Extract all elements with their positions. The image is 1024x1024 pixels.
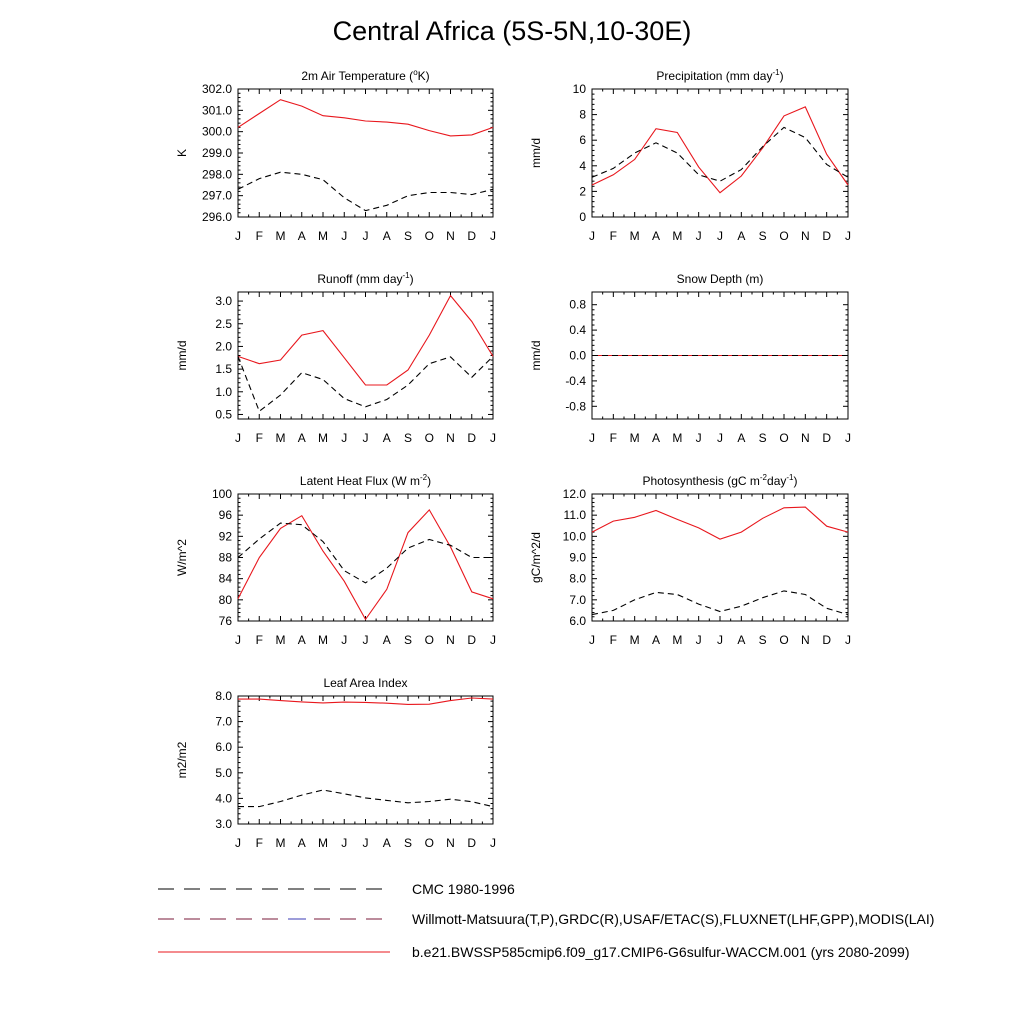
y-axis-label: K — [175, 148, 189, 158]
y-axis-label: W/m^2 — [175, 539, 189, 576]
x-tick-label: A — [737, 431, 746, 445]
x-tick-label: F — [609, 431, 618, 445]
x-tick-label: A — [737, 229, 746, 243]
panel-title-text: Runoff (mm day — [317, 272, 403, 286]
x-tick-label: N — [446, 633, 455, 647]
x-tick-label: J — [695, 633, 702, 647]
legend-label: Willmott-Matsuura(T,P),GRDC(R),USAF/ETAC(S),FLUXNET(LHF,GPP),MODIS(LAI) — [412, 911, 935, 927]
legend-line-dashed-mixed — [158, 909, 398, 931]
y-tick-label: 299.0 — [201, 146, 232, 160]
panel-title-superscript: o — [413, 68, 418, 77]
x-tick-label: J — [362, 633, 369, 647]
x-tick-label: J — [235, 836, 241, 850]
panel-title-superscript: -1 — [786, 473, 794, 482]
y-tick-label: 6.0 — [215, 740, 232, 755]
x-tick-label: F — [255, 431, 263, 445]
x-tick-label: J — [235, 229, 241, 243]
x-tick-label: N — [800, 633, 810, 647]
y-tick-label: 80 — [218, 592, 232, 607]
y-tick-label: 8.0 — [569, 571, 586, 586]
panel-title-tail: ) — [793, 474, 798, 488]
panel-title-superscript: -1 — [772, 68, 780, 77]
x-tick-label: M — [318, 431, 328, 445]
chart-panel-snow — [529, 272, 851, 445]
x-tick-label: J — [341, 633, 348, 647]
y-tick-label: 100 — [211, 487, 232, 501]
y-tick-label: 3.0 — [215, 817, 232, 831]
y-axis-label: mm/d — [529, 340, 543, 371]
x-tick-label: D — [467, 431, 477, 445]
y-tick-label: 5.0 — [215, 765, 232, 780]
panel-title — [656, 68, 783, 83]
series-line-obs — [592, 591, 848, 615]
series-line-model — [238, 296, 493, 385]
legend-item-model — [158, 942, 1008, 964]
panel-title-superscript: -2 — [419, 473, 428, 482]
y-axis-label: mm/d — [175, 340, 189, 371]
panel-title-tail: K) — [417, 69, 430, 83]
y-tick-label: 0 — [579, 210, 586, 224]
y-tick-label: 300.0 — [201, 124, 232, 139]
x-tick-label: J — [845, 431, 851, 445]
y-tick-label: 0.8 — [569, 297, 586, 312]
plot-frame — [238, 292, 493, 419]
panel-title-text: Snow Depth (m) — [676, 272, 764, 286]
legend-line-dashed — [158, 879, 398, 901]
x-tick-label: M — [672, 229, 683, 243]
x-tick-label: J — [717, 431, 723, 445]
y-tick-label: 0.5 — [215, 407, 232, 422]
x-tick-label: J — [362, 836, 369, 850]
panel-title-text: Photosynthesis (gC m — [642, 474, 760, 488]
series-line-model — [592, 507, 848, 539]
panel-title — [301, 68, 429, 83]
y-tick-label: 2 — [579, 184, 586, 199]
plot-frame — [238, 696, 493, 824]
panel-title-superscript: -2 — [759, 473, 768, 482]
x-tick-label: O — [424, 431, 434, 445]
x-tick-label: O — [779, 229, 789, 243]
x-tick-label: D — [467, 836, 477, 850]
x-tick-label: O — [779, 431, 789, 445]
panel-title-tail: ) — [409, 272, 414, 286]
legend-item-obs — [158, 909, 1008, 931]
x-tick-label: J — [341, 431, 348, 445]
x-tick-label: O — [424, 633, 434, 647]
x-tick-label: A — [297, 633, 306, 647]
page-title: Central Africa (5S-5N,10-30E) — [332, 16, 692, 46]
x-tick-label: J — [490, 431, 496, 445]
panel-title-text: Leaf Area Index — [323, 676, 408, 690]
x-tick-label: O — [424, 836, 434, 850]
panel-title-text: Precipitation (mm day — [656, 69, 773, 83]
x-tick-label: M — [275, 431, 286, 445]
y-tick-label: 1.5 — [215, 362, 232, 377]
x-tick-label: S — [758, 229, 767, 243]
y-tick-label: 2.5 — [215, 316, 232, 331]
x-tick-label: N — [446, 229, 455, 243]
chart-panel-runoff — [175, 271, 496, 445]
y-tick-label: 12.0 — [562, 487, 586, 501]
y-tick-label: 84 — [218, 571, 232, 586]
x-tick-label: O — [779, 633, 789, 647]
y-tick-label: 1.0 — [215, 384, 232, 399]
y-tick-label: 76 — [218, 614, 232, 628]
x-tick-label: J — [362, 229, 369, 243]
x-tick-label: S — [403, 836, 413, 850]
x-tick-label: M — [318, 633, 328, 647]
x-tick-label: J — [695, 431, 702, 445]
x-tick-label: N — [800, 431, 810, 445]
x-tick-label: J — [341, 229, 348, 243]
y-tick-label: 7.0 — [569, 592, 586, 607]
x-tick-label: F — [255, 836, 263, 850]
series-line-model — [238, 100, 493, 136]
panel-title-tail: ) — [779, 69, 784, 83]
panel-title-text: Latent Heat Flux (W m — [299, 474, 420, 488]
x-tick-label: A — [297, 431, 306, 445]
x-tick-label: A — [382, 431, 391, 445]
series-line-obs — [238, 790, 493, 807]
x-tick-label: J — [490, 836, 496, 850]
panel-title-superscript: -1 — [402, 271, 410, 280]
y-tick-label: 297.0 — [201, 188, 232, 203]
x-tick-label: A — [737, 633, 746, 647]
x-tick-label: J — [845, 229, 851, 243]
x-tick-label: D — [467, 633, 477, 647]
panel-title-text: 2m Air Temperature ( — [301, 69, 414, 83]
x-tick-label: F — [609, 229, 618, 243]
x-tick-label: S — [758, 431, 767, 445]
legend-label: CMC 1980-1996 — [412, 881, 515, 897]
y-tick-label: 298.0 — [201, 167, 232, 182]
x-tick-label: A — [651, 431, 661, 445]
chart-panel-gpp — [529, 473, 851, 647]
panel-title — [317, 271, 413, 286]
panel-title-tail: day — [767, 474, 787, 488]
y-tick-label: 11.0 — [563, 508, 586, 523]
x-tick-label: M — [275, 633, 286, 647]
x-tick-label: M — [672, 431, 683, 445]
x-tick-label: S — [403, 633, 413, 647]
y-tick-label: 3.0 — [215, 294, 232, 309]
x-tick-label: A — [382, 836, 391, 850]
x-tick-label: M — [629, 633, 640, 647]
series-line-obs — [592, 127, 848, 181]
y-tick-label: 10 — [572, 82, 586, 96]
x-tick-label: J — [235, 431, 241, 445]
y-axis-label: m2/m2 — [175, 741, 189, 779]
y-tick-label: 8 — [579, 107, 586, 122]
x-tick-label: A — [297, 836, 306, 850]
series-line-obs — [238, 523, 493, 583]
panel-title — [677, 272, 764, 286]
x-tick-label: A — [651, 229, 661, 243]
x-tick-label: J — [341, 836, 348, 850]
y-tick-label: 301.0 — [201, 103, 232, 118]
x-tick-label: M — [672, 633, 683, 647]
y-tick-label: -0.8 — [565, 399, 586, 414]
x-tick-label: J — [589, 431, 595, 445]
y-axis-label: mm/d — [529, 138, 543, 168]
panel-title-tail: ) — [427, 474, 432, 488]
x-tick-label: F — [609, 633, 618, 647]
y-tick-label: 92 — [218, 529, 232, 544]
y-tick-label: 4.0 — [215, 791, 232, 806]
x-tick-label: A — [382, 229, 391, 243]
x-tick-label: D — [822, 431, 832, 445]
x-tick-label: A — [382, 633, 391, 647]
chart-panel-precip — [529, 68, 851, 243]
y-tick-label: 9.0 — [569, 550, 586, 565]
x-tick-label: M — [318, 229, 328, 243]
x-tick-label: M — [275, 836, 286, 850]
legend-line-solid — [158, 942, 398, 964]
y-tick-label: 0.4 — [569, 323, 586, 338]
series-line-model — [238, 510, 493, 620]
y-tick-label: 6 — [579, 133, 586, 148]
x-tick-label: N — [800, 229, 810, 243]
x-tick-label: J — [490, 229, 496, 243]
plot-frame — [238, 89, 493, 217]
y-tick-label: 7.0 — [215, 714, 232, 729]
y-tick-label: 96 — [218, 508, 232, 523]
x-tick-label: D — [822, 633, 832, 647]
x-tick-label: A — [651, 633, 661, 647]
x-tick-label: J — [362, 431, 369, 445]
y-tick-label: 4 — [579, 158, 586, 173]
x-tick-label: J — [717, 229, 723, 243]
chart-panel-temp — [175, 68, 496, 243]
panel-title — [300, 473, 431, 488]
x-tick-label: M — [629, 431, 640, 445]
plot-frame — [592, 89, 848, 217]
x-tick-label: J — [589, 229, 595, 243]
x-tick-label: F — [255, 229, 263, 243]
y-tick-label: 6.0 — [569, 614, 586, 628]
y-tick-label: 302.0 — [201, 82, 232, 96]
x-tick-label: A — [297, 229, 306, 243]
y-tick-label: 88 — [218, 550, 232, 565]
y-tick-label: 10.0 — [562, 529, 586, 544]
y-tick-label: 296.0 — [201, 210, 232, 224]
y-tick-label: 0.0 — [569, 348, 586, 363]
x-tick-label: N — [446, 431, 455, 445]
x-tick-label: N — [446, 836, 455, 850]
legend-label: b.e21.BWSSP585cmip6.f09_g17.CMIP6-G6sulfur-WACCM.001 (yrs 2080-2099) — [412, 944, 910, 960]
chart-panel-lai — [175, 676, 496, 850]
x-tick-label: J — [235, 633, 241, 647]
y-tick-label: 8.0 — [215, 689, 232, 703]
x-tick-label: J — [695, 229, 702, 243]
x-tick-label: S — [403, 431, 413, 445]
chart-panel-lhf — [175, 473, 496, 647]
legend-item-cmc — [158, 879, 1008, 901]
plot-frame — [238, 494, 493, 621]
x-tick-label: F — [255, 633, 263, 647]
x-tick-label: S — [403, 229, 413, 243]
x-tick-label: M — [275, 229, 286, 243]
x-tick-label: J — [717, 633, 723, 647]
panel-title — [643, 473, 798, 488]
x-tick-label: J — [589, 633, 595, 647]
x-tick-label: J — [490, 633, 496, 647]
x-tick-label: D — [467, 229, 477, 243]
series-line-model — [592, 107, 848, 193]
series-line-obs — [238, 172, 493, 210]
series-line-obs — [238, 356, 493, 411]
x-tick-label: M — [318, 836, 328, 850]
x-tick-label: S — [758, 633, 767, 647]
panel-title — [323, 676, 407, 690]
x-tick-label: O — [424, 229, 434, 243]
y-tick-label: -0.4 — [565, 373, 586, 388]
x-tick-label: J — [845, 633, 851, 647]
y-tick-label: 2.0 — [215, 339, 232, 354]
x-tick-label: M — [629, 229, 640, 243]
y-axis-label: gC/m^2/d — [529, 532, 543, 583]
x-tick-label: D — [822, 229, 832, 243]
